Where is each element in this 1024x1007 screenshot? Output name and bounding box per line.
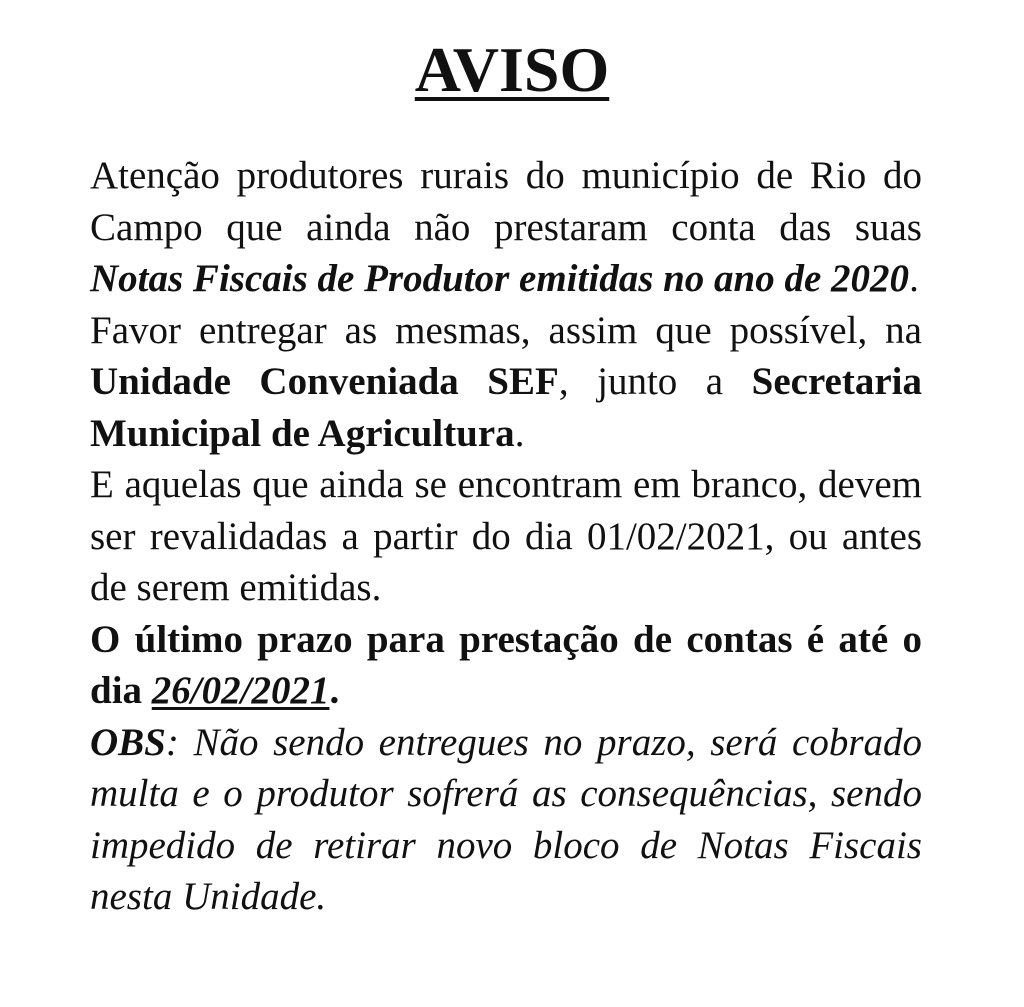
blank-invoices-text: E aquelas que ainda se encontram em branco, devem ser revalidadas a partir do dia 01/02/2021, ou antes de serem emitidas. (90, 463, 922, 609)
paragraph-attention (90, 150, 922, 305)
attention-text: Atenção produtores rurais do município de Rio do Campo que ainda não prestaram conta das suas (90, 154, 922, 249)
attention-end: . (909, 257, 919, 300)
paragraph-blank-invoices (90, 459, 922, 614)
deadline-text: O último prazo para prestação de contas é até o dia (90, 617, 922, 712)
notice-title-text: AVISO (414, 34, 610, 105)
deadline-end: . (329, 669, 340, 712)
deadline-date: 26/02/2021 (151, 669, 330, 712)
paragraph-deadline (90, 614, 922, 717)
obs-text: : Não sendo entregues no prazo, será cobrado multa e o produtor sofrerá as consequências, sendo impedido de retirar novo bloco de Notas Fiscais nesta Unidade. (90, 720, 922, 918)
delivery-end: . (514, 411, 525, 455)
paragraph-obs (90, 717, 922, 923)
unit-name: Unidade Conveniada SEF (90, 360, 559, 403)
notice-title (0, 30, 1024, 110)
secretariat-name: Secretaria Municipal de Agricultura (90, 360, 922, 455)
invoice-emphasis: Notas Fiscais de Produtor emitidas no ano de 2020 (90, 257, 910, 300)
notice-body (90, 150, 922, 923)
delivery-text: Favor entregar as mesmas, assim que possível, na (90, 308, 922, 352)
obs-label: OBS (90, 720, 166, 764)
paragraph-delivery (90, 305, 922, 460)
delivery-joiner: , junto a (558, 360, 752, 403)
